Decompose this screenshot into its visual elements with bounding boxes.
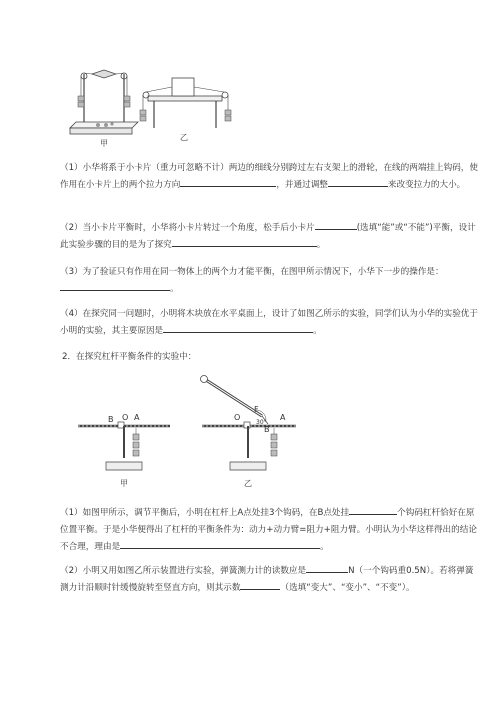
lever-yi-label-a: A bbox=[280, 413, 286, 422]
lever-jia-label-b: B bbox=[108, 415, 114, 424]
lever-yi-label-b: B bbox=[264, 425, 270, 434]
q1-p2-text-c: 。 bbox=[316, 240, 326, 250]
q1-p3-text-b: 。 bbox=[170, 284, 179, 294]
lever-jia-label-a: A bbox=[134, 413, 140, 422]
question2-title: 2．在探究杠杆平衡条件的实验中： bbox=[62, 352, 197, 362]
figure1-label-yi: 乙 bbox=[180, 133, 188, 142]
answer-blank-adjust[interactable] bbox=[328, 177, 388, 187]
question1-part3 bbox=[60, 264, 478, 298]
q2-p2-text-b: N（一个钩码重0.5N）。若将弹簧测力计沿顺时针缓慢旋转至竖直方向，则其示数 bbox=[60, 566, 474, 593]
answer-blank-can-balance[interactable] bbox=[315, 220, 357, 230]
question2-part1 bbox=[60, 505, 478, 556]
apparatus-jia bbox=[70, 70, 138, 148]
q1-p1-text-b: ，并通过调整 bbox=[276, 180, 328, 190]
q1-p4-text-a: （4）在探究同一问题时，小明将木块放在水平桌面上，设计了如图乙所示的实验，同学们认为小华的实验优于小明的实验，其主要原因是 bbox=[60, 309, 478, 336]
q1-p2-text-a: （2）当小卡片平衡时，小华将小卡片转过一个角度，松手后小卡片 bbox=[60, 223, 315, 233]
lever-yi-angle: 30° bbox=[256, 419, 267, 426]
answer-blank-next-step[interactable] bbox=[60, 281, 170, 291]
lever-yi-label-f: F bbox=[254, 405, 259, 414]
answer-blank-unreasonable[interactable] bbox=[120, 539, 320, 549]
answer-blank-change[interactable] bbox=[240, 580, 280, 590]
q1-p1-text-a: （1）小华将系于小卡片（重力可忽略不计）两边的细线分别跨过左右支架上的滑轮，在线的两端挂上钩码，使作用在小卡片上的两个拉力方向 bbox=[60, 163, 478, 190]
answer-blank-purpose[interactable] bbox=[172, 237, 317, 247]
q2-p1-text-c: 。 bbox=[320, 542, 329, 552]
q2-p1-text-a: （1）如图甲所示，调节平衡后，小明在杠杆上A点处挂3个钩码，在B点处挂 bbox=[60, 508, 350, 518]
apparatus-yi bbox=[140, 78, 231, 142]
lever-yi bbox=[201, 376, 297, 489]
question1-part4 bbox=[60, 306, 478, 340]
q1-p2-text-b: (选填“能”或“不能”)平衡，设计此实验步骤的目的是为了探究 bbox=[60, 223, 476, 250]
q1-p4-text-b: 。 bbox=[313, 326, 322, 336]
lever-yi-label-o: O bbox=[234, 413, 241, 422]
question2-part2 bbox=[60, 563, 478, 597]
q2-p2-text-c: （选填“变大”、“变小”、“不变”）。 bbox=[280, 583, 415, 593]
question1-part1 bbox=[60, 160, 478, 194]
lever-jia bbox=[78, 413, 170, 488]
question1-part2 bbox=[60, 220, 478, 254]
figure1-label-jia: 甲 bbox=[100, 139, 108, 148]
lever-jia-label-o: O bbox=[122, 413, 129, 422]
figure-card-balance bbox=[62, 62, 242, 152]
figure-lever bbox=[70, 372, 310, 492]
figure2-label-jia: 甲 bbox=[120, 479, 128, 488]
q2-p2-text-a: （2）小明又用如图乙所示装置进行实验，弹簧测力计的读数应是 bbox=[60, 566, 307, 576]
answer-blank-direction[interactable] bbox=[180, 177, 276, 187]
q1-p1-text-c: 来改变拉力的大小。 bbox=[387, 180, 466, 190]
answer-blank-hook-count[interactable] bbox=[349, 505, 397, 515]
figure2-label-yi: 乙 bbox=[244, 479, 252, 488]
q2-p1-text-b: 个钩码杠杆恰好在原位置平衡。于是小华便得出了杠杆的平衡条件为：动力+动力臂=阻力+阻力臂。小明认为小华这样得出的结论不合理，理由是 bbox=[60, 508, 477, 552]
answer-blank-reading[interactable] bbox=[306, 563, 348, 573]
answer-blank-reason[interactable] bbox=[163, 323, 313, 333]
q1-p3-text-a: （3）为了验证只有作用在同一物体上的两个力才能平衡，在图甲所示情况下，小华下一步的操作是： bbox=[60, 267, 444, 277]
